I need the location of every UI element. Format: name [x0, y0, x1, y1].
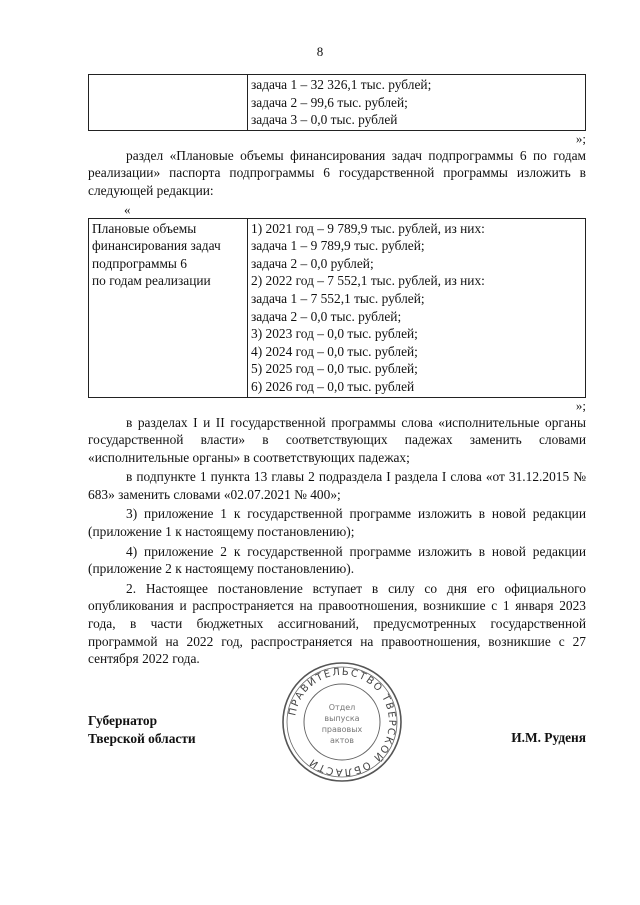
closing-quote: »; [575, 130, 586, 146]
signatory-title-line: Губернатор [88, 713, 158, 728]
table-value-line: задача 1 – 9 789,9 тыс. рублей; [251, 238, 425, 254]
table-label-line: по годам реализации [92, 273, 211, 289]
paragraph: 3) приложение 1 к государственной программе изложить в новой редакции (приложение 1 к настоящему постановлению); [88, 506, 586, 540]
signatory-name: И.М. Руденя [511, 730, 586, 745]
table-line: задача 2 – 99,6 тыс. рублей; [251, 94, 408, 110]
table-line: задача 3 – 0,0 тыс. рублей [251, 112, 398, 128]
official-seal [280, 660, 404, 784]
opening-quote: « [124, 201, 131, 217]
table-top-right-cell [248, 75, 586, 131]
paragraph: в подпункте 1 пункта 13 главы 2 подраздела I раздела I слова «от 31.12.2015 № 683» заменить словами «02.07.2021 № 400»; [88, 469, 586, 502]
table-financing-label-cell [89, 218, 248, 397]
signatory-title-line: Тверской области [88, 730, 196, 746]
table-value-line: задача 2 – 0,0 тыс. рублей; [251, 308, 402, 324]
table-label-line: Плановые объемы [92, 220, 197, 236]
table-top-left-cell [89, 75, 248, 131]
table-value-line: задача 2 – 0,0 рублей; [251, 255, 374, 271]
closing-quote: »; [575, 397, 586, 413]
table-label-line: финансирования задач [92, 238, 221, 254]
seal-ring-text: ПРАВИТЕЛЬСТВО ТВЕРСКОЙ ОБЛАСТИ [287, 666, 398, 778]
paragraph: в разделах I и II государственной программы слова «исполнительные органы государственной власти» в соответствующих падежах заменить словами «исполнительные органы» в соответствующих падежах; [88, 414, 586, 465]
table-label-line: подпрограммы 6 [92, 255, 187, 271]
table-value-line: задача 1 – 7 552,1 тыс. рублей; [251, 290, 425, 306]
table-financing [88, 218, 586, 398]
table-value-line: 2) 2022 год – 7 552,1 тыс. рублей, из них: [251, 273, 485, 289]
paragraph-section: раздел «Плановые объемы финансирования задач подпрограммы 6 по годам реализации» паспорта подпрограммы 6 государственной программы изложить в следующей редакции: [88, 147, 586, 198]
table-top-fragment [88, 74, 586, 131]
table-line: задача 1 – 32 326,1 тыс. рублей; [251, 77, 432, 92]
document-body [88, 74, 586, 670]
table-financing-value-cell [248, 218, 586, 397]
table-value-line: 3) 2023 год – 0,0 тыс. рублей; [251, 326, 418, 342]
seal-inner-line: выпуска [324, 714, 360, 723]
table-value-line: 4) 2024 год – 0,0 тыс. рублей; [251, 343, 418, 359]
table-value-line: 1) 2021 год – 9 789,9 тыс. рублей, из них: [251, 220, 485, 236]
table-value-line: 5) 2025 год – 0,0 тыс. рублей; [251, 361, 418, 377]
paragraph: 2. Настоящее постановление вступает в силу со дня его официального опубликования и распространяется на правоотношения, возникшие с 1 января 2023 года, в части бюджетных ассигнований, предусмотренных государственной программой на 2022 год, распространяется на правоотношения, возникшие с 27 сентября 2022 года. [88, 580, 586, 667]
paragraph: 4) приложение 2 к государственной программе изложить в новой редакции (приложение 2 к настоящему постановлению). [88, 543, 586, 577]
signatory-title [88, 712, 196, 747]
table-value-line: 6) 2026 год – 0,0 тыс. рублей [251, 378, 415, 394]
seal-inner-line: правовых [321, 725, 363, 734]
seal-inner-line: Отдел [328, 703, 356, 712]
page-number: 8 [316, 44, 324, 59]
seal-inner-line: актов [329, 736, 355, 745]
